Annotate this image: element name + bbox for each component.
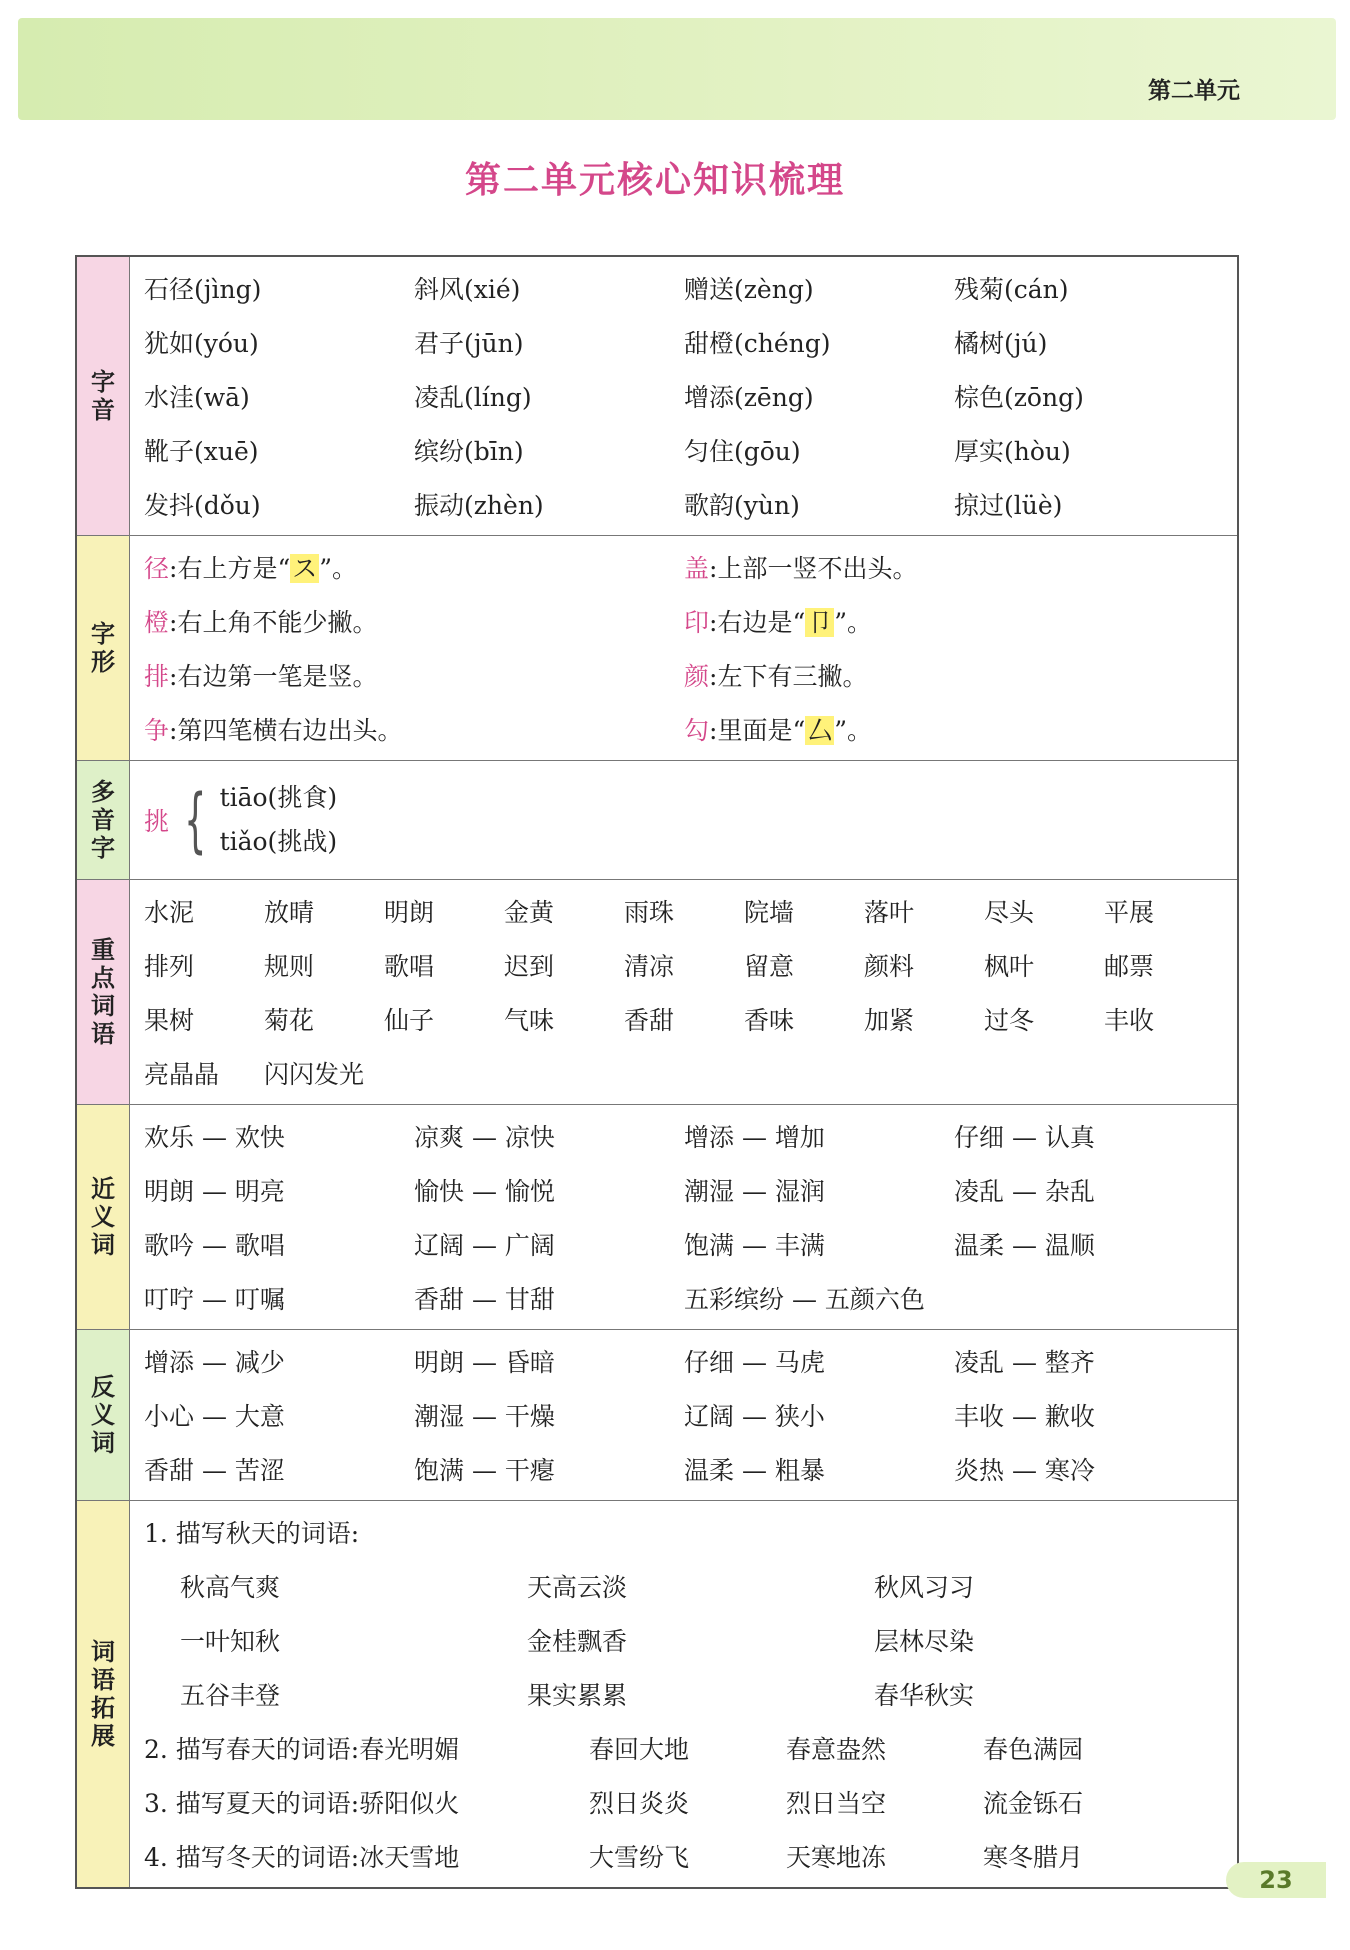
word-pinyin: 匀住(gōu): [684, 437, 801, 466]
glyph-note: 排:右边第一笔是竖。: [144, 662, 378, 691]
key-word: 仙子: [384, 1006, 435, 1035]
page-title: 第二单元核心知识梳理: [464, 160, 845, 201]
synonym-pair: 五彩缤纷 — 五颜六色: [684, 1285, 925, 1314]
polyphone-char: 挑: [144, 807, 170, 836]
season-heading: 4. 描写冬天的词语:冰天雪地: [144, 1843, 460, 1872]
season-heading: 3. 描写夏天的词语:骄阳似火: [144, 1789, 460, 1818]
antonym-pair: 凌乱 — 整齐: [954, 1348, 1095, 1377]
extension-heading: 1. 描写秋天的词语:: [144, 1519, 360, 1548]
antonyms-body: [130, 1330, 1237, 1500]
antonym-pair: 仔细 — 马虎: [684, 1348, 825, 1377]
word-pinyin: 石径(jìng): [144, 275, 262, 304]
season-heading: 2. 描写春天的词语:春光明媚: [144, 1735, 460, 1764]
word-pinyin: 缤纷(bīn): [414, 437, 524, 466]
antonym-pair: 辽阔 — 狭小: [684, 1402, 825, 1431]
section-polyphone: [77, 760, 1237, 879]
key-word: 气味: [504, 1006, 555, 1035]
key-word: 邮票: [1104, 952, 1155, 981]
word-pinyin: 水洼(wā): [144, 383, 250, 412]
synonym-pair: 仔细 — 认真: [954, 1123, 1095, 1152]
key-word: 加紧: [864, 1006, 915, 1035]
antonym-pair: 增添 — 减少: [144, 1348, 285, 1377]
idiom: 寒冬腊月: [983, 1843, 1084, 1872]
section-pronunciation: [77, 257, 1237, 535]
key-word: 菊花: [264, 1006, 315, 1035]
key-word: 香味: [744, 1006, 795, 1035]
key-words-body: [130, 880, 1237, 1104]
word-pinyin: 振动(zhèn): [414, 491, 544, 520]
section-label: 近义词: [77, 1105, 130, 1329]
idiom: 春意盎然: [786, 1735, 887, 1764]
synonym-pair: 凉爽 — 凉快: [414, 1123, 555, 1152]
word-pinyin: 靴子(xuē): [144, 437, 259, 466]
key-word: 果树: [144, 1006, 195, 1035]
idiom: 流金铄石: [983, 1789, 1084, 1818]
glyph-note: 橙:右上角不能少撇。: [144, 608, 378, 637]
idiom: 金桂飘香: [527, 1627, 628, 1656]
antonym-pair: 丰收 — 歉收: [954, 1402, 1095, 1431]
idiom: 春回大地: [589, 1735, 690, 1764]
key-word: 院墙: [744, 898, 795, 927]
polyphone-reading: tiǎo(挑战): [219, 827, 338, 856]
word-pinyin: 厚实(hòu): [954, 437, 1071, 466]
word-pinyin: 发抖(dǒu): [144, 491, 261, 520]
word-pinyin: 斜风(xié): [414, 275, 521, 304]
extension-body: [130, 1501, 1237, 1887]
key-word: 颜料: [864, 952, 915, 981]
synonym-pair: 凌乱 — 杂乱: [954, 1177, 1095, 1206]
idiom: 烈日当空: [786, 1789, 887, 1818]
idiom: 天寒地冻: [786, 1843, 887, 1872]
antonym-pair: 小心 — 大意: [144, 1402, 285, 1431]
section-label: 词语拓展: [77, 1501, 130, 1887]
idiom: 大雪纷飞: [589, 1843, 690, 1872]
idiom: 春色满园: [983, 1735, 1084, 1764]
polyphone-body: [130, 761, 1237, 879]
section-label: 多音字: [77, 761, 130, 879]
key-word: 尽头: [984, 898, 1035, 927]
key-word: 丰收: [1104, 1006, 1155, 1035]
key-word: 雨珠: [624, 898, 675, 927]
section-extension: [77, 1500, 1237, 1887]
synonym-pair: 潮湿 — 湿润: [684, 1177, 825, 1206]
word-pinyin: 君子(jūn): [414, 329, 524, 358]
antonym-pair: 炎热 — 寒冷: [954, 1456, 1095, 1485]
key-word: 落叶: [864, 898, 915, 927]
key-word: 迟到: [504, 952, 555, 981]
word-pinyin: 掠过(lüè): [954, 491, 1063, 520]
idiom: 果实累累: [527, 1681, 628, 1710]
idiom: 天高云淡: [527, 1573, 628, 1602]
page-number: 23: [1226, 1862, 1326, 1898]
synonym-pair: 香甜 — 甘甜: [414, 1285, 555, 1314]
word-pinyin: 犹如(yóu): [144, 329, 259, 358]
idiom: 一叶知秋: [180, 1627, 281, 1656]
knowledge-table: [75, 255, 1239, 1889]
pronunciation-body: [130, 257, 1237, 535]
synonym-pair: 歌吟 — 歌唱: [144, 1231, 285, 1260]
glyph-note: 争:第四笔横右边出头。: [144, 716, 403, 745]
word-pinyin: 甜橙(chéng): [684, 329, 831, 358]
key-word: 过冬: [984, 1006, 1035, 1035]
key-word: 枫叶: [984, 952, 1035, 981]
key-word: 排列: [144, 952, 195, 981]
section-label: 字形: [77, 536, 130, 760]
idiom: 秋高气爽: [180, 1573, 281, 1602]
word-pinyin: 增添(zēng): [684, 383, 814, 412]
key-word: 放晴: [264, 898, 315, 927]
unit-label: 第二单元: [1148, 78, 1240, 104]
key-word: 留意: [744, 952, 795, 981]
idiom: 五谷丰登: [180, 1681, 281, 1710]
word-pinyin: 赠送(zèng): [684, 275, 814, 304]
antonym-pair: 饱满 — 干瘪: [414, 1456, 555, 1485]
key-word: 水泥: [144, 898, 195, 927]
antonym-pair: 潮湿 — 干燥: [414, 1402, 555, 1431]
key-word: 亮晶晶: [144, 1060, 220, 1089]
antonym-pair: 香甜 — 苦涩: [144, 1456, 285, 1485]
key-word: 明朗: [384, 898, 435, 927]
key-word: 规则: [264, 952, 315, 981]
word-pinyin: 歌韵(yùn): [684, 491, 800, 520]
key-word: 歌唱: [384, 952, 435, 981]
glyph-note: 勾:里面是“厶”。: [684, 716, 873, 745]
idiom: 层林尽染: [874, 1627, 975, 1656]
key-word: 清凉: [624, 952, 675, 981]
synonym-pair: 饱满 — 丰满: [684, 1231, 825, 1260]
key-word: 平展: [1104, 898, 1155, 927]
word-pinyin: 残菊(cán): [954, 275, 1069, 304]
glyph-body: [130, 536, 1237, 760]
section-synonyms: [77, 1104, 1237, 1329]
key-word: 闪闪发光: [264, 1060, 365, 1089]
section-label: 重点词语: [77, 880, 130, 1104]
synonym-pair: 温柔 — 温顺: [954, 1231, 1095, 1260]
section-antonyms: [77, 1329, 1237, 1500]
synonym-pair: 叮咛 — 叮嘱: [144, 1285, 285, 1314]
section-label: 反义词: [77, 1330, 130, 1500]
glyph-note: 径:右上方是“ス”。: [144, 554, 358, 583]
glyph-note: 盖:上部一竖不出头。: [684, 554, 918, 583]
idiom: 烈日炎炎: [589, 1789, 690, 1818]
synonym-pair: 增添 — 增加: [684, 1123, 825, 1152]
synonym-pair: 欢乐 — 欢快: [144, 1123, 285, 1152]
word-pinyin: 橘树(jú): [954, 329, 1048, 358]
section-glyph: [77, 535, 1237, 760]
glyph-note: 印:右边是“卩”。: [684, 608, 873, 637]
synonym-pair: 辽阔 — 广阔: [414, 1231, 555, 1260]
section-key-words: [77, 879, 1237, 1104]
antonym-pair: 明朗 — 昏暗: [414, 1348, 555, 1377]
synonym-pair: 明朗 — 明亮: [144, 1177, 285, 1206]
section-label: 字音: [77, 257, 130, 535]
header-band: [18, 18, 1336, 120]
key-word: 金黄: [504, 898, 555, 927]
synonyms-body: [130, 1105, 1237, 1329]
polyphone-reading: tiāo(挑食): [219, 783, 338, 812]
glyph-note: 颜:左下有三撇。: [684, 662, 868, 691]
brace-icon: {: [184, 779, 207, 861]
idiom: 春华秋实: [874, 1681, 975, 1710]
word-pinyin: 凌乱(líng): [414, 383, 532, 412]
antonym-pair: 温柔 — 粗暴: [684, 1456, 825, 1485]
synonym-pair: 愉快 — 愉悦: [414, 1177, 555, 1206]
idiom: 秋风习习: [874, 1573, 975, 1602]
word-pinyin: 棕色(zōng): [954, 383, 1084, 412]
key-word: 香甜: [624, 1006, 675, 1035]
